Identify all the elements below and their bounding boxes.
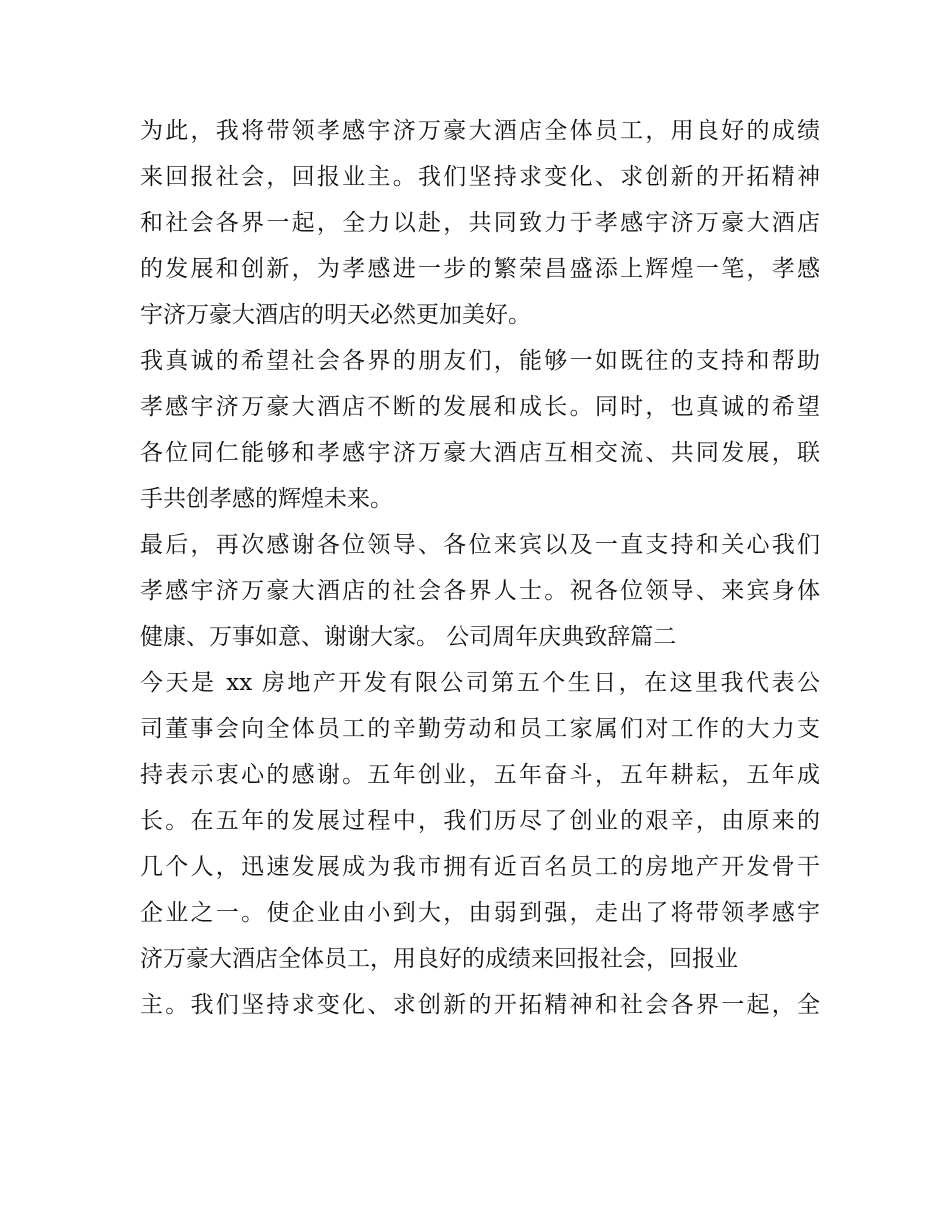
text-line: 孝感宇济万豪大酒店的社会各界人士。祝各位领导、来宾身体 bbox=[140, 578, 820, 604]
text-line: 济万豪大酒店全体员工，用良好的成绩来回报社会，回报业 bbox=[140, 946, 738, 972]
text-line: 主。我们坚持求变化、求创新的开拓精神和社会各界一起，全 bbox=[140, 992, 820, 1018]
text-line: 几个人，迅速发展成为我市拥有近百名员工的房地产开发骨干 bbox=[140, 854, 820, 880]
text-line: 孝感宇济万豪大酒店不断的发展和成长。同时，也真诚的希望 bbox=[140, 394, 820, 420]
text-line: 为此，我将带领孝感宇济万豪大酒店全体员工，用良好的成绩 bbox=[140, 118, 820, 144]
text-line: 手共创孝感的辉煌未来。 bbox=[140, 486, 393, 512]
text-line: 司董事会向全体员工的辛勤劳动和员工家属们对工作的大力支 bbox=[140, 716, 820, 742]
text-line: 健康、万事如意、谢谢大家。 公司周年庆典致辞篇二 bbox=[140, 624, 677, 650]
text-line: 和社会各界一起，全力以赴，共同致力于孝感宇济万豪大酒店 bbox=[140, 210, 820, 236]
document-body bbox=[140, 108, 820, 1028]
text-line: 我真诚的希望社会各界的朋友们，能够一如既往的支持和帮助 bbox=[140, 348, 820, 374]
text-line: 长。在五年的发展过程中，我们历尽了创业的艰辛，由原来的 bbox=[140, 808, 820, 834]
text-line: 今天是 xx 房地产开发有限公司第五个生日，在这里我代表公 bbox=[140, 670, 820, 696]
text-line: 来回报社会，回报业主。我们坚持求变化、求创新的开拓精神 bbox=[140, 164, 820, 190]
text-line: 企业之一。使企业由小到大，由弱到强，走出了将带领孝感宇 bbox=[140, 900, 820, 926]
text-line: 持表示衷心的感谢。五年创业，五年奋斗，五年耕耘，五年成 bbox=[140, 762, 820, 788]
text-line: 最后，再次感谢各位领导、各位来宾以及一直支持和关心我们 bbox=[140, 532, 820, 558]
text-line: 的发展和创新，为孝感进一步的繁荣昌盛添上辉煌一笔，孝感 bbox=[140, 256, 820, 282]
text-line: 宇济万豪大酒店的明天必然更加美好。 bbox=[140, 302, 531, 328]
text-line: 各位同仁能够和孝感宇济万豪大酒店互相交流、共同发展，联 bbox=[140, 440, 820, 466]
